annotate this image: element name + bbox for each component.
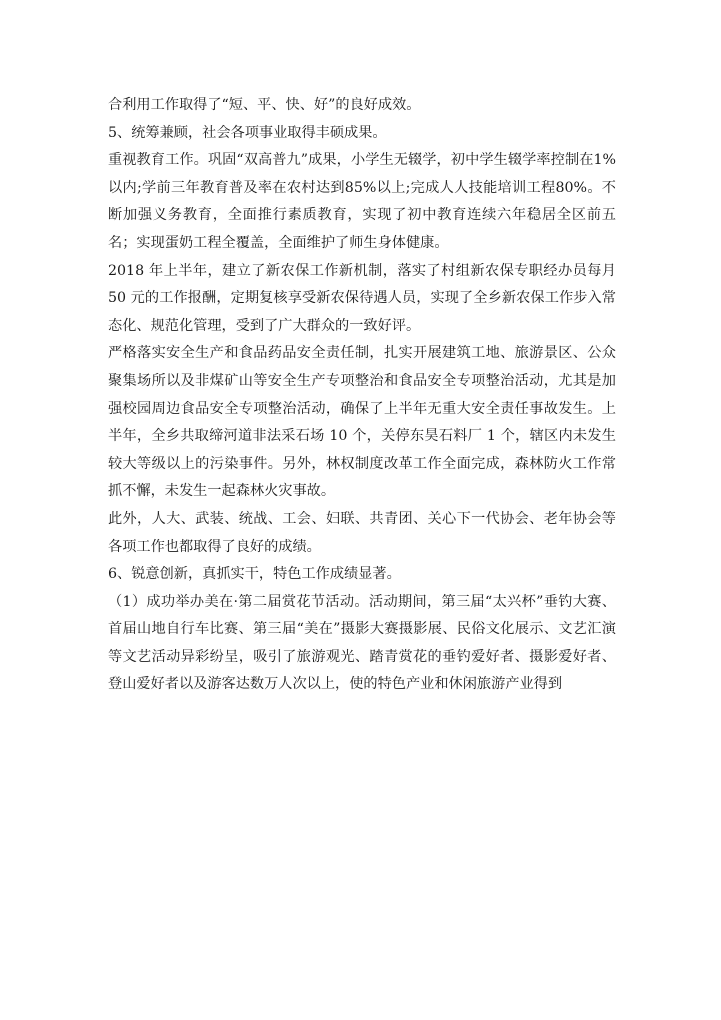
paragraph-safety: 严格落实安全生产和食品药品安全责任制，扎实开展建筑工地、旅游景区、公众聚集场所以及非煤矿山等安全生产专项整治和食品安全专项整治活动，尤其是加强校园周边食品安全专项整治活动，确保了上半年无重大安全责任事故发生。上半年，全乡共取缔河道非法采石场 10 个，关停东昊石料厂 1 个，辖区内未发生较大等级以上的污染事件。另外，林权制度改革工作全面完成，森林防火工作常抓不懈，未发生一起森林火灾事故。 xyxy=(108,345,616,500)
paragraph-continuation: 合利用工作取得了“短、平、快、好”的良好成效。 xyxy=(108,97,421,113)
section-heading-5: 5、统筹兼顾，社会各项事业取得丰硕成果。 xyxy=(108,124,387,141)
paragraph-pension: 2018 年上半年，建立了新农保工作新机制，落实了村组新农保专职经办员每月 50 元的工作报酬，定期复核享受新农保待遇人员，实现了全乡新农保工作步入常态化、规范化管理，受到了广大群众的一致好评。 xyxy=(108,262,616,334)
section-heading-6: 6、锐意创新，真抓实干，特色工作成绩显著。 xyxy=(108,566,401,583)
document-body xyxy=(108,92,616,699)
paragraph-education: 重视教育工作。巩固“双高普九”成果，小学生无辍学，初中学生辍学率控制在1%以内;学前三年教育普及率在农村达到85%以上;完成人人技能培训工程80%。不断加强义务教育，全面推行素质教育，实现了初中教育连续六年稳居全区前五名；实现蛋奶工程全覆盖，全面维护了师生身体健康。 xyxy=(108,152,616,251)
paragraph-other-work: 此外，人大、武装、统战、工会、妇联、共青团、关心下一代协会、老年协会等各项工作也都取得了良好的成绩。 xyxy=(108,510,616,555)
paragraph-flower-festival: （1）成功举办美在·第二届赏花节活动。活动期间，第三届“太兴杯”垂钓大赛、首届山地自行车比赛、第三届“美在”摄影大赛摄影展、民俗文化展示、文艺汇演等文艺活动异彩纷呈，吸引了旅游观光、踏青赏花的垂钓爱好者、摄影爱好者、登山爱好者以及游客达数万人次以上，使的特色产业和休闲旅游产业得到 xyxy=(108,593,616,693)
